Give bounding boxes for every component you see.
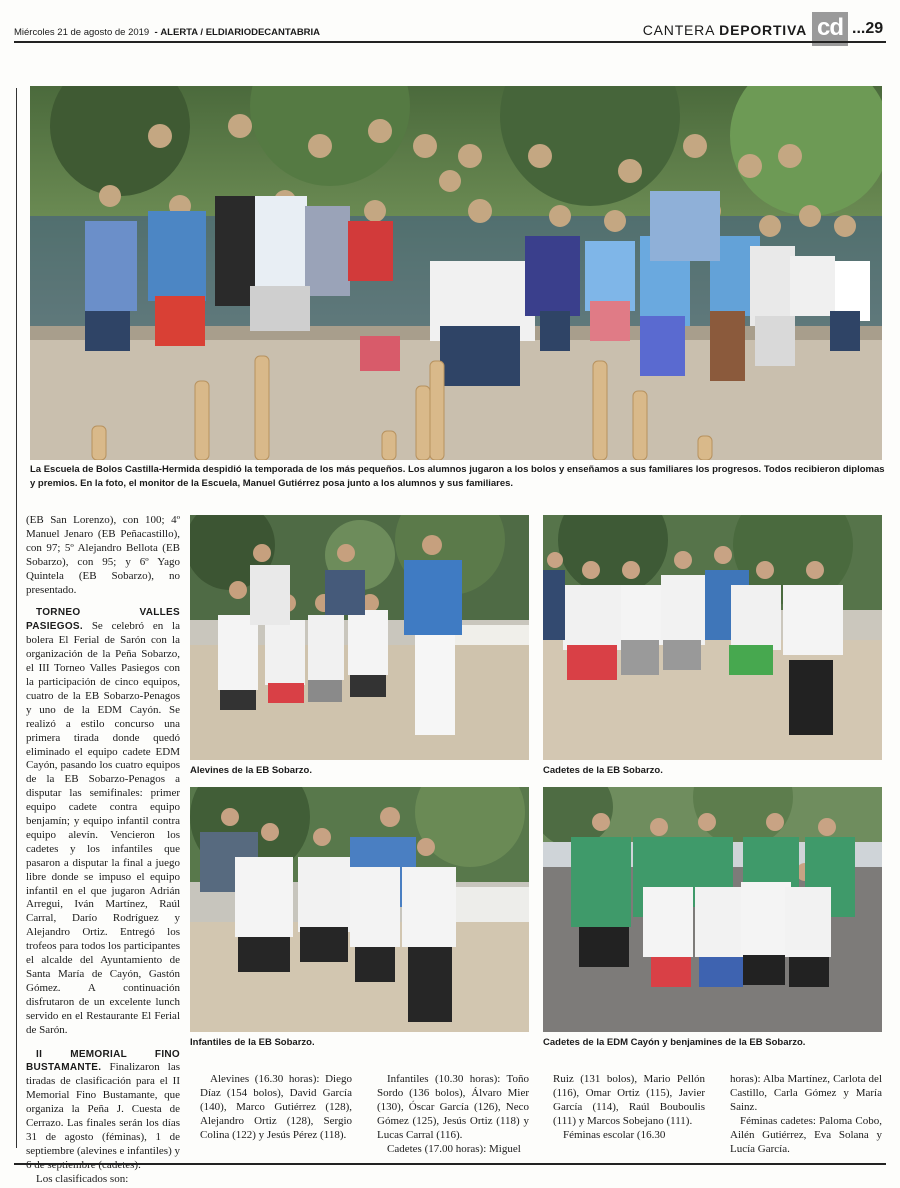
photo-infantiles bbox=[190, 787, 529, 1032]
photo-alevines-caption: Alevines de la EB Sobarzo. bbox=[190, 765, 312, 776]
photo-cadetes bbox=[543, 515, 882, 760]
footer-rule bbox=[14, 1163, 886, 1165]
photo-cadetes-caption: Cadetes de la EB Sobarzo. bbox=[543, 765, 663, 776]
feminas-cadetes-list: Féminas cadetes: Paloma Cobo, Ailén Gutiérrez, Eva Solana y Lucía García. bbox=[730, 1114, 882, 1155]
photo-cayon-benjamines bbox=[543, 787, 882, 1032]
article-paragraph-2 bbox=[26, 606, 180, 1037]
article-paragraph-2-text: Se celebró en la bolera El Ferial de Sarón con la organización de la Peña Sobarzo, el III Torneo Valles Pasiegos con la participación de cinco equipos, cuatro de la EB Sobarzo-Penagos y uno de la EDM Cayón. Se realizó a estilo concurso una primera tirada donde quedó eliminado el equipo cadete EDM Cayón, pasando los cuatro equipos de la EB Sobarzo-Penagos a disputar las semifinales: primer equipo cadete contra equipo benjamín; y equipo infantil contra equipo alevín. Vencieron los cadetes y los infantiles que pasaron a disputar la final a juego libre donde se impuso el equipo infantil en el que jugaron Adrián Arregui, Iván Martínez, Raúl Carral, Darío Rodríguez y Alejandro Ortiz. Entregó los trofeos para todos los participantes el alcalde del Ayuntamiento de Santa María de Cayón, Gastón Gómez. A continuación disfrutaron de un excelente lunch servido en el Restaurante El Ferial de Sarón. bbox=[26, 620, 180, 1036]
alevines-list: Alevines (16.30 horas): Diego Díaz (154 bolos), David García (140), Marco Gutiérrez (128), Alejandro Ortiz (128), Sergio Colina (122) y Jesús Pérez (118). bbox=[200, 1073, 352, 1141]
article-paragraph-3 bbox=[26, 1048, 180, 1173]
column-rule bbox=[16, 88, 17, 1148]
article-paragraph-4: Los clasificados son: bbox=[36, 1172, 129, 1185]
section-title-bold: DEPORTIVA bbox=[719, 22, 807, 38]
main-photo bbox=[30, 86, 882, 460]
cadetes-list-cont: Ruiz (131 bolos), Mario Pellón (116), Omar Ortiz (115), Javier García (114), Raúl Bouboulis (111) y Marcos Sobejano (111). bbox=[553, 1073, 705, 1127]
section-title-light: CANTERA bbox=[642, 22, 720, 38]
photo-alevines bbox=[190, 515, 529, 760]
infantiles-list: Infantiles (10.30 horas): Toño Sordo (136 bolos), Álvaro Mier (130), Óscar García (126), Neco Gómez (125), Jesús Ortiz (118) y Lucas Carral (116). bbox=[377, 1073, 529, 1141]
page-number: ...29 bbox=[852, 20, 884, 37]
article-column-2 bbox=[200, 1073, 352, 1143]
header-date-line: Miércoles 21 de agosto de 2019 - ALERTA / ELDIARIODECANTABRIA bbox=[14, 27, 321, 38]
header-date: Miércoles 21 de agosto de 2019 bbox=[14, 27, 150, 38]
feminas-escolar-list-cont: horas): Alba Martínez, Carlota del Castillo, Carla Gómez y María Sainz. bbox=[730, 1073, 882, 1113]
article-column-5 bbox=[730, 1073, 882, 1156]
section-logo: cd bbox=[812, 12, 848, 46]
header-brand: ALERTA / ELDIARIODECANTABRIA bbox=[160, 27, 321, 38]
cadetes-list: Cadetes (17.00 horas): Miguel bbox=[387, 1142, 521, 1155]
photo-infantiles-caption: Infantiles de la EB Sobarzo. bbox=[190, 1037, 315, 1048]
header-rule bbox=[14, 41, 886, 43]
subhead-memorial: II MEMORIAL FINO BUSTAMANTE. bbox=[26, 1048, 180, 1074]
article-column-3 bbox=[377, 1073, 529, 1156]
feminas-escolar-list: Féminas escolar (16.30 bbox=[563, 1128, 666, 1141]
article-column-4 bbox=[553, 1073, 705, 1143]
article-paragraph-3-text: Finalizaron las tiradas de clasificación para el II Memorial Fino Bustamante, que organiza la Peña J. Cuesta de Cerrazo. Las finales serán los días 31 de agosto (féminas), 1 de septiembre (alevines e infantiles) y bbox=[26, 1061, 180, 1157]
main-photo-caption: La Escuela de Bolos Castilla-Hermida despidió la temporada de los más pequeños. Los alumnos jugaron a los bolos y enseñamos a sus familiares los progresos. Todos recibieron diplomas y premios. En la foto, el monitor de la Escuela, Manuel Gutiérrez posa junto a los alumnos y sus familiares. bbox=[30, 464, 885, 489]
article-column-1 bbox=[26, 514, 180, 1187]
section-title bbox=[643, 22, 807, 38]
photo-cayon-benjamines-caption: Cadetes de la EDM Cayón y benjamines de la EB Sobarzo. bbox=[543, 1037, 806, 1048]
article-paragraph-1: (EB San Lorenzo), con 100; 4º Manuel Jenaro (EB Peñacastillo), con 97; 5º Alejandro Bellota (EB Sobarzo), con 95; y 6º Yago Quintela (EB Sobarzo), no presentado. bbox=[26, 514, 180, 596]
subhead-torneo: TORNEO VALLES PASIEGOS. bbox=[26, 607, 180, 633]
